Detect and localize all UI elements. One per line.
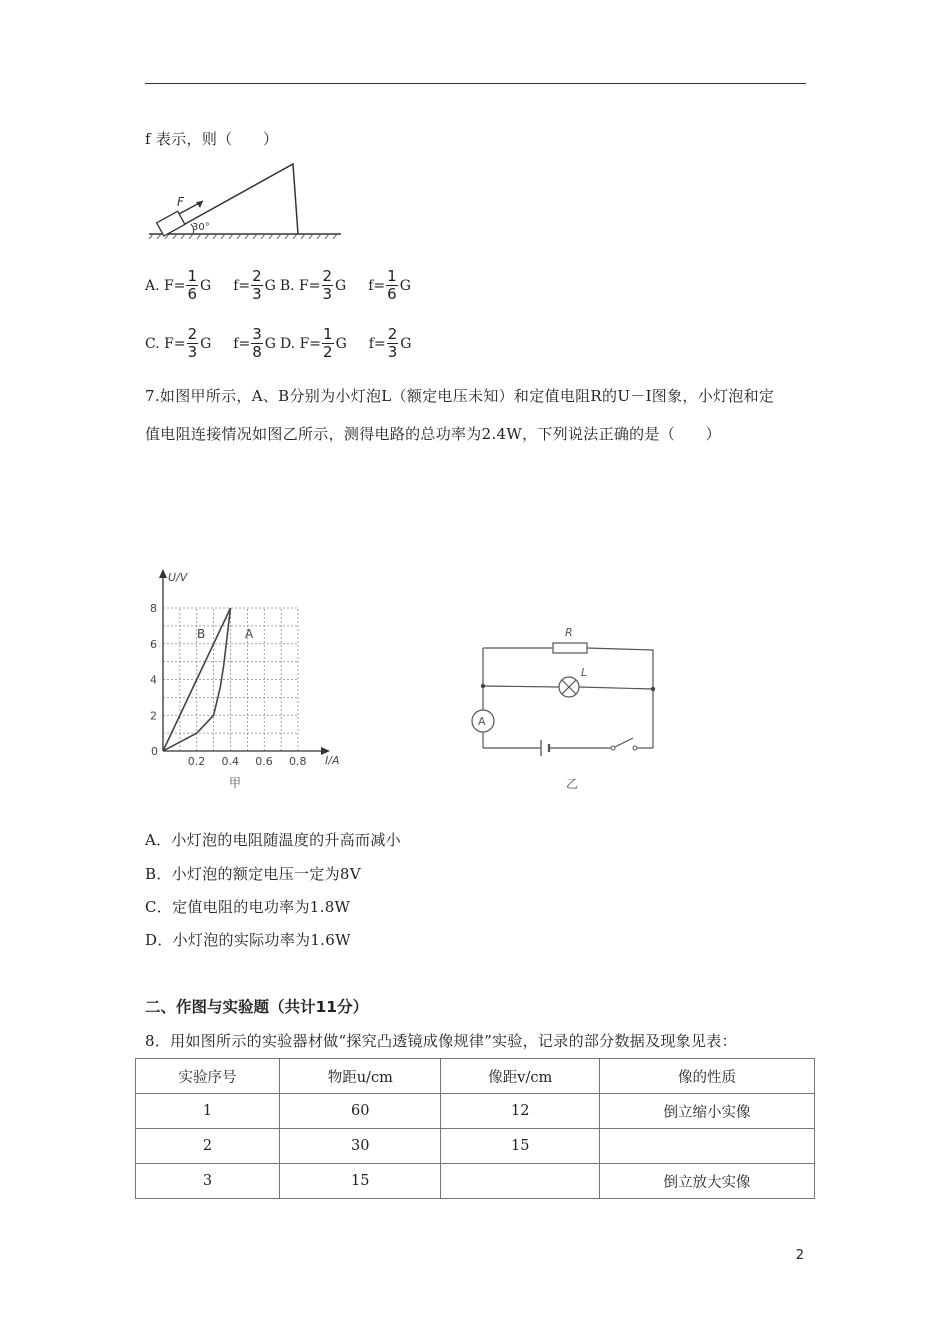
table-cell: 1	[136, 1094, 280, 1129]
option-b-letter: B. F=	[279, 277, 321, 294]
junction-left	[481, 684, 485, 688]
wire-middle-right	[579, 687, 653, 689]
table-cell: 12	[441, 1094, 600, 1129]
table-cell: 倒立缩小实像	[600, 1094, 815, 1129]
x-tick-label: 0.4	[221, 755, 239, 768]
option-c-letter: C. F=	[145, 335, 186, 352]
y-tick-label: 4	[150, 673, 157, 687]
circuit-diagram	[465, 620, 670, 795]
y-axis-label: U/V	[168, 571, 188, 584]
graph-caption: 甲	[229, 776, 242, 790]
table-header-row	[136, 1059, 815, 1094]
wire-middle-left	[483, 686, 559, 687]
ammeter-label: A	[478, 715, 486, 728]
fraction: $\frac{3}{8}$	[252, 325, 262, 361]
q8-stem: 8．用如图所示的实验器材做“探究凸透镜成像规律”实验，记录的部分数据及现象见表：	[145, 1032, 737, 1050]
x-tick-label: 0.2	[187, 755, 206, 768]
switch-contact	[633, 746, 637, 750]
y-axis-arrow	[159, 569, 167, 578]
table-row	[136, 1129, 815, 1164]
lens-data-table	[135, 1058, 815, 1199]
angle-label: 30°	[192, 222, 210, 233]
incline-figure	[145, 158, 345, 240]
fraction: $\frac{2}{3}$	[387, 325, 398, 361]
fraction: $\frac{2}{3}$	[322, 267, 333, 303]
q7-option-d: D．小灯泡的实际功率为1.6W	[145, 931, 351, 949]
ui-graph	[135, 565, 355, 795]
header-rule	[145, 83, 806, 84]
force-label: F	[177, 195, 184, 209]
section-heading: 二、作图与实验题（共计11分）	[145, 998, 369, 1016]
curve-b-label: B	[197, 627, 206, 641]
option-a-letter: A. F=	[145, 277, 186, 294]
fraction: $\frac{2}{3}$	[187, 325, 198, 361]
q6-stem-end: f 表示，则（ ）	[145, 130, 279, 148]
table-cell: 倒立放大实像	[600, 1164, 815, 1199]
table-header-cell: 物距u/cm	[280, 1059, 441, 1094]
incline-slope	[167, 164, 298, 234]
page-number: 2	[795, 1248, 804, 1263]
q7-option-a: A．小灯泡的电阻随温度的升高而减小	[145, 831, 401, 849]
q7-option-c: C．定值电阻的电功率为1.8W	[145, 898, 351, 916]
y-tick-label: 8	[150, 602, 157, 615]
x-tick-labels	[188, 755, 307, 768]
table-row	[136, 1094, 815, 1129]
q7-option-b: B．小灯泡的额定电压一定为8V	[145, 865, 361, 883]
y-tick-label: 2	[150, 709, 157, 723]
table-cell: 15	[280, 1164, 441, 1199]
option-d-letter: D. F=	[279, 335, 322, 352]
table-header-cell: 实验序号	[136, 1059, 280, 1094]
table-cell: 2	[136, 1129, 280, 1164]
circuit-caption: 乙	[566, 777, 579, 791]
table-header-cell: 像距v/cm	[441, 1059, 600, 1094]
fraction: $\frac{1}{6}$	[187, 267, 198, 303]
resistor-label: R	[565, 626, 573, 639]
fraction: $\frac{2}{3}$	[252, 267, 262, 303]
table-cell: 60	[280, 1094, 441, 1129]
table-header-cell: 像的性质	[600, 1059, 815, 1094]
resistor	[553, 643, 587, 653]
fraction: $\frac{1}{2}$	[323, 325, 333, 361]
curve-a-label: A	[245, 627, 254, 641]
origin-label: 0	[151, 745, 158, 758]
x-tick-label: 0.8	[289, 755, 307, 768]
q7-line2: 值电阻连接情况如图乙所示，测得电路的总功率为2.4W，下列说法正确的是（ ）	[145, 425, 721, 443]
switch-lever	[615, 738, 633, 747]
q6-options-cd: C. F= $\frac{2}{3}$ G f= $\frac{3}{8}$ G D. F= $\frac{1}{2}$ G f= $\frac{2}{3}$ G	[145, 325, 412, 361]
switch-pivot	[611, 746, 615, 750]
table-cell: 3	[136, 1164, 280, 1199]
table-cell: 30	[280, 1129, 441, 1164]
y-tick-label: 6	[150, 637, 157, 651]
x-tick-label: 0.6	[255, 755, 273, 768]
q7-line1: 7.如图甲所示，A、B分别为小灯泡L（额定电压未知）和定值电阻R的U－I图象，小灯泡和定	[145, 387, 775, 405]
lamp-label: L	[581, 666, 588, 679]
x-axis-label: I/A	[325, 754, 340, 767]
table-cell: 15	[441, 1129, 600, 1164]
table-cell	[600, 1129, 815, 1164]
table-cell	[441, 1164, 600, 1199]
wire-top-right	[587, 648, 653, 689]
fraction: $\frac{1}{6}$	[387, 267, 397, 303]
q6-options-ab: A. F= $\frac{1}{6}$ G f= $\frac{2}{3}$ G B. F= $\frac{2}{3}$ G f= $\frac{1}{6}$ G	[145, 267, 411, 303]
junction-right	[651, 687, 655, 691]
block	[157, 211, 185, 236]
graph-grid	[163, 608, 298, 751]
table-row	[136, 1164, 815, 1199]
y-tick-labels	[150, 602, 157, 722]
